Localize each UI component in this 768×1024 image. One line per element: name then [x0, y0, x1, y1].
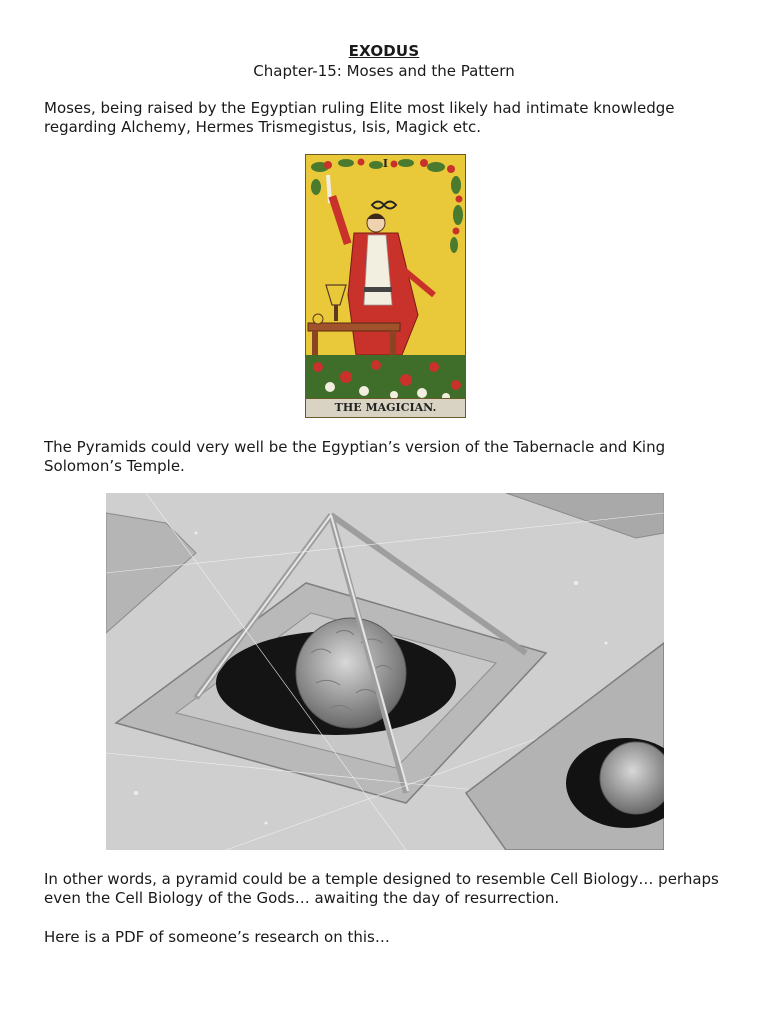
- magician-tarot-card-image: [305, 154, 466, 418]
- magician-illustration: [306, 155, 466, 418]
- chapter-subtitle: Chapter-15: Moses and the Pattern: [253, 62, 515, 80]
- paragraph-cell-biology: In other words, a pyramid could be a temple designed to resemble Cell Biology… perhaps even the Cell Biology of the Gods… awaiting the day of resurrection.: [44, 870, 719, 907]
- paragraph-pdf-research: Here is a PDF of someone’s research on this…: [44, 928, 390, 946]
- paragraph-moses: Moses, being raised by the Egyptian ruling Elite most likely had intimate knowledge regarding Alchemy, Hermes Trismegistus, Isis, Magick etc.: [44, 99, 675, 136]
- paragraph-pyramids: The Pyramids could very well be the Egyptian’s version of the Tabernacle and King Solomon’s Temple.: [44, 438, 666, 475]
- card-title-label: THE MAGICIAN.: [306, 398, 465, 417]
- micrograph-illustration: [106, 493, 664, 850]
- card-numeral: I: [382, 157, 389, 170]
- document-title: EXODUS: [348, 42, 420, 60]
- pyramid-cell-micrograph-image: [106, 493, 664, 850]
